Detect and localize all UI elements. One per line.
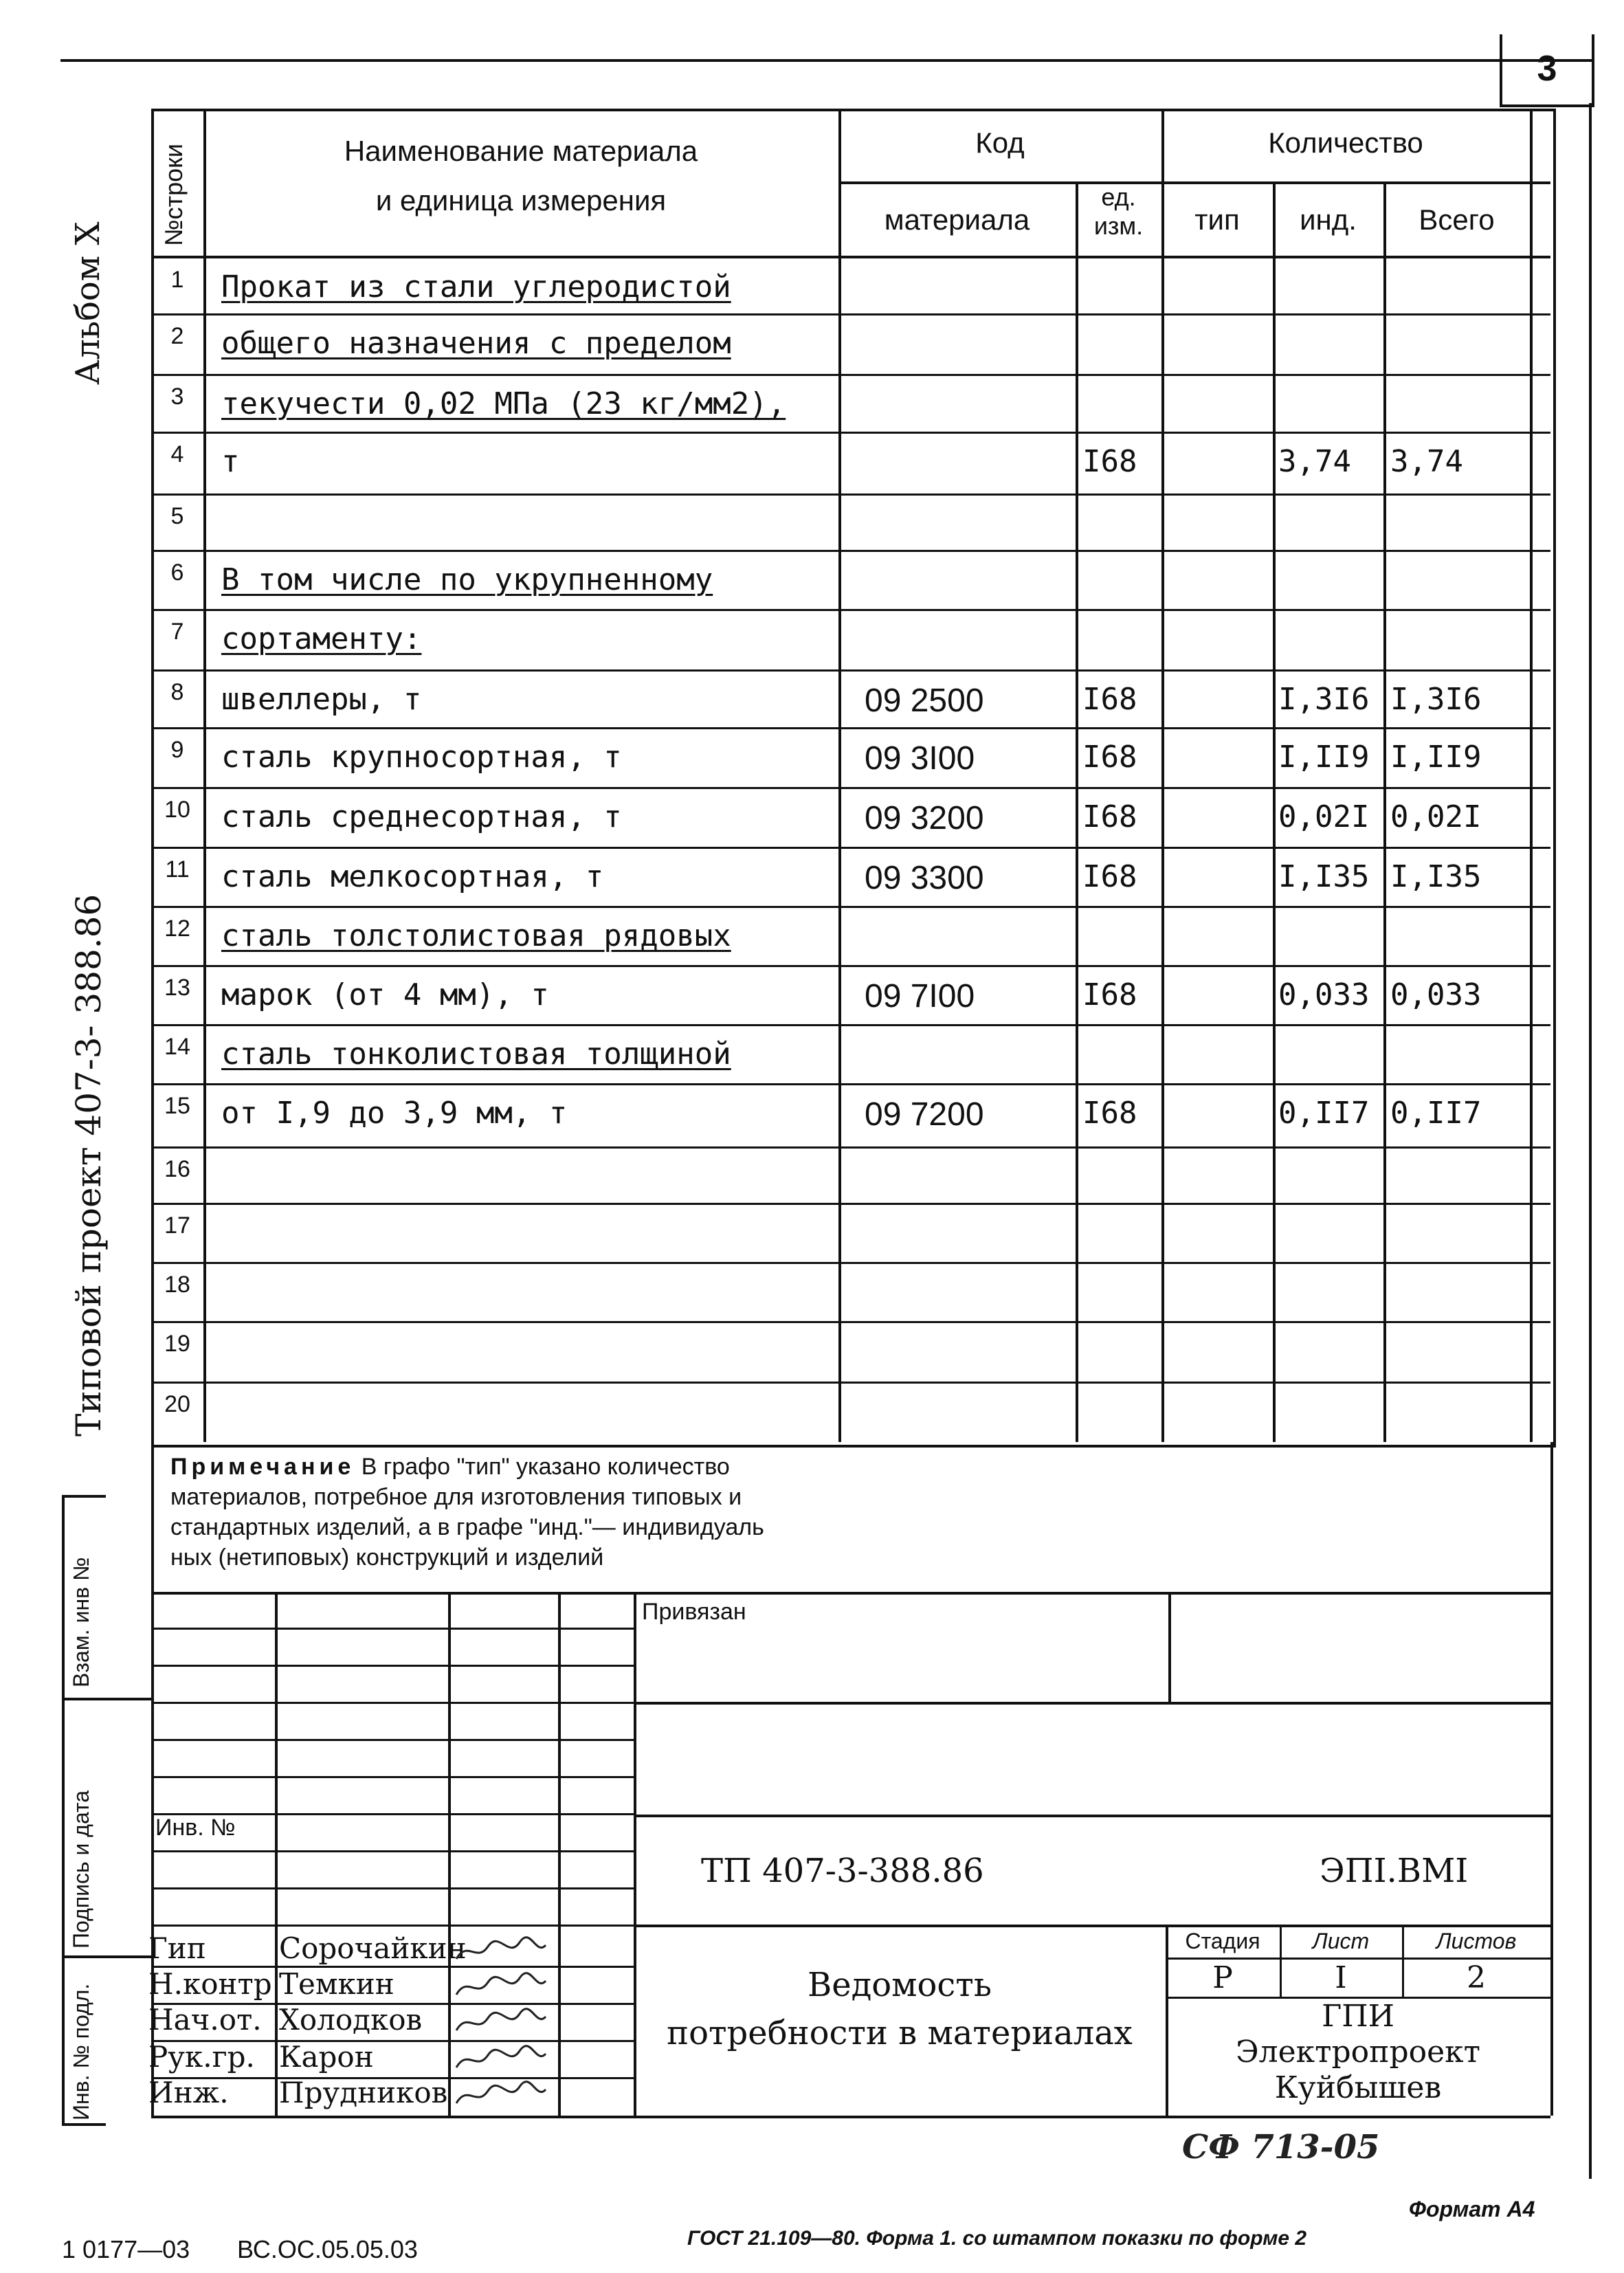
cell-n: 15 — [164, 1093, 190, 1119]
cell-code: 09 3300 — [865, 860, 984, 896]
handwritten-signature — [454, 1936, 550, 1969]
note-title: Примечание — [170, 1454, 355, 1480]
table-row — [0, 1382, 1624, 1442]
stamp-grid-h4 — [151, 1739, 634, 1741]
format-label: Формат А4 — [1409, 2197, 1535, 2221]
cell-n: 2 — [170, 323, 184, 349]
signature-role: Нач.от. — [148, 2003, 262, 2037]
cell-code: 09 3I00 — [865, 740, 975, 777]
cell-name: от I,9 до 3,9 мм, т — [221, 1096, 568, 1131]
signature-role: Рук.гр. — [148, 2040, 255, 2074]
stamp-grid-h9 — [151, 1925, 634, 1927]
signature-row — [0, 2040, 687, 2076]
side-stamp-divider-1 — [62, 1698, 151, 1700]
header-code-unit-2: изм. — [1093, 212, 1144, 240]
header-code-material: материала — [884, 203, 1030, 236]
sheet-label: Лист — [1312, 1929, 1370, 1953]
signature-row — [0, 2076, 687, 2111]
cell-n: 8 — [170, 679, 184, 705]
header-quantity: Количество — [1268, 126, 1423, 159]
table-row — [0, 906, 1624, 965]
cell-name: марок (от 4 мм), т — [221, 977, 549, 1012]
cell-total: 0,II7 — [1390, 1096, 1482, 1131]
cell-unit: I68 — [1082, 859, 1137, 894]
cell-n: 20 — [164, 1391, 190, 1417]
privyazan-label: Привязан — [642, 1599, 746, 1625]
cell-n: 16 — [164, 1156, 190, 1182]
header-qty-ind: инд. — [1300, 203, 1357, 236]
footer-gost: ГОСТ 21.109—80. Форма 1. со штампом показки по форме 2 — [687, 2227, 1307, 2250]
signature-name: Прудников — [279, 2076, 448, 2109]
cell-n: 5 — [170, 503, 184, 529]
inv-no-label: Инв. № — [155, 1815, 236, 1841]
page-number-box — [1500, 34, 1594, 107]
note-line4: ных (нетиповых) конструкций и изделий — [170, 1544, 604, 1571]
table-row — [0, 432, 1624, 494]
cell-ind: I,I35 — [1278, 859, 1370, 894]
table-row — [0, 550, 1624, 609]
cell-n: 6 — [170, 559, 184, 586]
cell-n: 11 — [165, 856, 190, 883]
cell-total: I,3I6 — [1390, 682, 1482, 717]
side-label-album: Альбом X — [69, 221, 107, 385]
cell-name: сталь мелкосортная, т — [221, 859, 604, 894]
table-row — [0, 1262, 1624, 1321]
stamp-bottom — [151, 2116, 1550, 2118]
stage-label: Стадия — [1185, 1929, 1260, 1953]
table-row — [0, 1024, 1624, 1083]
cell-unit: I68 — [1082, 1096, 1137, 1131]
cell-name: сталь тонколистовая толщиной — [221, 1036, 731, 1072]
cell-code: 09 7200 — [865, 1096, 984, 1133]
cell-total: I,II9 — [1390, 740, 1482, 775]
cell-name: сортаменту: — [221, 621, 422, 656]
table-row — [0, 257, 1624, 313]
side-label-inv-replace: Взам. инв № — [69, 1557, 93, 1687]
cell-n: 12 — [164, 916, 190, 942]
cell-n: 7 — [170, 619, 184, 645]
stamp-grid-h1 — [151, 1628, 634, 1630]
handwritten-signature — [454, 2007, 550, 2041]
cell-n: 13 — [164, 975, 190, 1001]
cell-ind: 0,02I — [1278, 799, 1370, 834]
table-row — [0, 787, 1624, 847]
cell-unit: I68 — [1082, 977, 1137, 1012]
cell-unit: I68 — [1082, 799, 1137, 834]
stage-header-line — [1166, 1958, 1550, 1960]
signature-role: Н.контр — [148, 1967, 272, 2001]
header-name-line1: Наименование материала — [344, 135, 698, 167]
cell-n: 4 — [170, 441, 184, 467]
header-row-no: №строки — [159, 143, 188, 246]
cell-name: швеллеры, т — [221, 682, 422, 717]
table-row — [0, 1083, 1624, 1146]
cell-n: 17 — [164, 1212, 190, 1239]
cell-total: I,I35 — [1390, 859, 1482, 894]
cell-n: 9 — [170, 737, 184, 763]
cell-ind: 0,033 — [1278, 977, 1370, 1012]
stamp-grid-h5 — [151, 1776, 634, 1778]
sheet-value: I — [1335, 1960, 1347, 1995]
signature-row — [0, 1931, 687, 1967]
side-label-sign-date: Подпись и дата — [69, 1790, 93, 1949]
stamp-grid-h8 — [151, 1887, 634, 1889]
docblock-mid — [634, 1925, 1550, 1927]
signature-role: Инж. — [148, 2076, 229, 2109]
stamp-right — [1550, 1442, 1553, 2116]
note-line2: материалов, потребное для изготовления типовых и — [170, 1484, 742, 1510]
cell-n: 10 — [164, 797, 190, 823]
handwritten-signature — [454, 2080, 550, 2114]
side-label-project: Типовой проект 407-3- 388.86 — [69, 894, 109, 1437]
table-row — [0, 727, 1624, 787]
signature-name: Холодков — [279, 2003, 423, 2037]
stamp-top — [151, 1592, 1550, 1595]
org-line3: Куйбышев — [1274, 2070, 1442, 2105]
cell-code: 09 2500 — [865, 683, 984, 719]
table-row — [0, 1203, 1624, 1262]
stamp-code-below: СФ 713-05 — [1182, 2128, 1380, 2166]
org-line1: ГПИ — [1322, 1999, 1394, 2034]
signature-role: Гип — [148, 1931, 206, 1965]
cell-name: Прокат из стали углеродистой — [221, 269, 731, 304]
signature-row — [0, 1967, 687, 2003]
page-number: 3 — [1537, 49, 1557, 89]
cell-ind: I,3I6 — [1278, 682, 1370, 717]
table-row — [0, 669, 1624, 727]
cell-code: 09 7I00 — [865, 978, 975, 1014]
signature-name: Темкин — [279, 1967, 394, 2001]
cell-n: 14 — [164, 1034, 190, 1060]
note-line1: В графо "тип" указано количество — [355, 1454, 730, 1480]
privyazan-bottom — [634, 1702, 1550, 1705]
cell-name: т — [221, 444, 240, 479]
sheets-value: 2 — [1467, 1960, 1486, 1995]
signature-name: Карон — [279, 2040, 374, 2074]
top-border — [60, 59, 1593, 62]
stamp-grid-h7 — [151, 1850, 634, 1852]
handwritten-signature — [454, 2044, 550, 2078]
cell-ind: 0,II7 — [1278, 1096, 1370, 1131]
cell-total: 0,033 — [1390, 977, 1482, 1012]
header-code: Код — [975, 126, 1025, 159]
doc-title-line2: потребности в материалах — [667, 2014, 1133, 2052]
cell-ind: 3,74 — [1278, 444, 1351, 479]
cell-unit: I68 — [1082, 740, 1137, 775]
docblock-top — [634, 1815, 1550, 1817]
doc-code: ТП 407-3-388.86 — [701, 1852, 984, 1890]
header-name-line2: и единица измерения — [375, 184, 667, 217]
cell-name: сталь толстолистовая рядовых — [221, 918, 731, 953]
cell-n: 18 — [164, 1272, 190, 1298]
stage-value: Р — [1212, 1960, 1233, 1995]
table-row — [0, 609, 1624, 669]
handwritten-signature — [454, 1971, 550, 2005]
table-row — [0, 494, 1624, 550]
cell-name: В том числе по укрупненному — [221, 562, 713, 597]
footer-mid-code: ВС.ОС.05.05.03 — [237, 2235, 418, 2263]
doc-mark: ЭПI.ВМI — [1320, 1852, 1469, 1890]
sheets-label: Листов — [1436, 1929, 1517, 1953]
cell-n: 19 — [164, 1331, 190, 1357]
privyazan-divider — [1168, 1592, 1171, 1702]
table-row — [0, 965, 1624, 1024]
header-qty-type: тип — [1194, 203, 1240, 236]
cell-total: 0,02I — [1390, 799, 1482, 834]
cell-name: сталь крупносортная, т — [221, 740, 622, 775]
note-block — [170, 1452, 764, 1573]
table-row — [0, 313, 1624, 374]
cell-name: общего назначения с пределом — [221, 326, 731, 361]
side-label-inv-orig: Инв. № подл. — [69, 1983, 93, 2120]
cell-n: 3 — [170, 384, 184, 410]
org-line2: Электропроект — [1235, 2034, 1481, 2070]
cell-total: 3,74 — [1390, 444, 1463, 479]
header-subline — [838, 181, 1550, 184]
header-qty-total: Всего — [1419, 203, 1495, 236]
header-code-unit-1: ед. — [1101, 183, 1136, 211]
cell-name: текучести 0,02 МПа (23 кг/мм2), — [221, 386, 786, 421]
cell-code: 09 3200 — [865, 800, 984, 836]
doc-title-line1: Ведомость — [808, 1966, 992, 2004]
cell-unit: I68 — [1082, 682, 1137, 717]
footer-left-code: 1 0177—03 — [62, 2235, 190, 2263]
note-line3: стандартных изделий, а в графе "инд."— индивидуаль — [170, 1514, 764, 1540]
stamp-grid-h3 — [151, 1702, 634, 1704]
signature-name: Сорочайкин — [279, 1931, 467, 1965]
cell-ind: I,II9 — [1278, 740, 1370, 775]
cell-n: 1 — [170, 267, 184, 293]
table-row — [0, 847, 1624, 906]
table-row — [0, 1146, 1624, 1203]
signature-row — [0, 2003, 687, 2039]
table-row — [0, 374, 1624, 432]
stamp-grid-h2 — [151, 1665, 634, 1667]
cell-unit: I68 — [1082, 444, 1137, 479]
table-row — [0, 1321, 1624, 1382]
cell-name: сталь среднесортная, т — [221, 799, 622, 834]
